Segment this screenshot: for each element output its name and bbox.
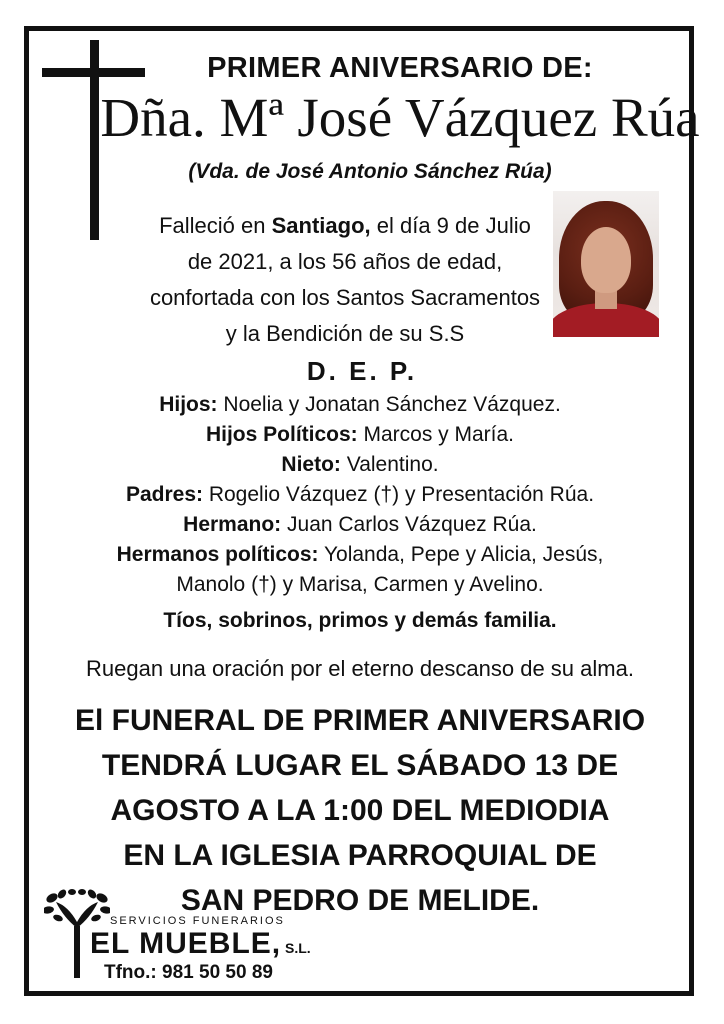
dep-heading: D. E. P.	[306, 356, 418, 386]
company-phone: Tfno.: 981 50 50 89	[104, 962, 273, 983]
death-line-1: Falleció en Santiago, el día 9 de Julio	[159, 213, 531, 238]
company-name: EL MUEBLE, S.L.	[90, 927, 311, 960]
family-row: Padres: Rogelio Vázquez (†) y Presentación Rúa.	[125, 483, 595, 506]
funeral-line: EN LA IGLESIA PARROQUIAL DE	[123, 839, 597, 872]
family-row: Hermano: Juan Carlos Vázquez Rúa.	[183, 513, 537, 536]
widow-of: (Vda. de José Antonio Sánchez Rúa)	[188, 160, 552, 183]
portrait-photo	[553, 191, 659, 337]
death-line-2: de 2021, a los 56 años de edad,	[187, 249, 503, 274]
company-tagline: SERVICIOS FUNERARIOS	[110, 915, 285, 927]
death-details	[110, 208, 580, 352]
funeral-line: SAN PEDRO DE MELIDE.	[180, 884, 540, 917]
company-suffix: S.L.	[281, 940, 311, 956]
family-row: Nieto: Valentino.	[281, 453, 439, 476]
family-row-continuation: Manolo (†) y Marisa, Carmen y Avelino.	[176, 573, 544, 596]
family-row: Hermanos políticos: Yolanda, Pepe y Alicia, Jesús,	[116, 543, 604, 566]
funeral-line: TENDRÁ LUGAR EL SÁBADO 13 DE	[101, 749, 619, 782]
deceased-name: Dña. Mª José Vázquez Rúa	[100, 87, 700, 148]
funeral-line: AGOSTO A LA 1:00 DEL MEDIODIA	[110, 794, 610, 827]
funeral-line: El FUNERAL DE PRIMER ANIVERSARIO	[74, 704, 646, 737]
prayer-request: Ruegan una oración por el eterno descanso de su alma.	[86, 656, 634, 681]
funeral-announcement	[40, 698, 680, 923]
family-others: Tíos, sobrinos, primos y demás familia.	[163, 609, 557, 632]
family-list	[50, 390, 670, 636]
death-line-4: y la Bendición de su S.S	[225, 321, 465, 346]
family-row: Hijos: Noelia y Jonatan Sánchez Vázquez.	[159, 393, 561, 416]
family-row: Hijos Políticos: Marcos y María.	[205, 423, 515, 446]
notice-title: PRIMER ANIVERSARIO DE:	[207, 52, 593, 84]
death-place: Santiago,	[271, 213, 371, 238]
death-line-3: confortada con los Santos Sacramentos	[149, 285, 541, 310]
cross-icon-bar	[42, 68, 145, 77]
